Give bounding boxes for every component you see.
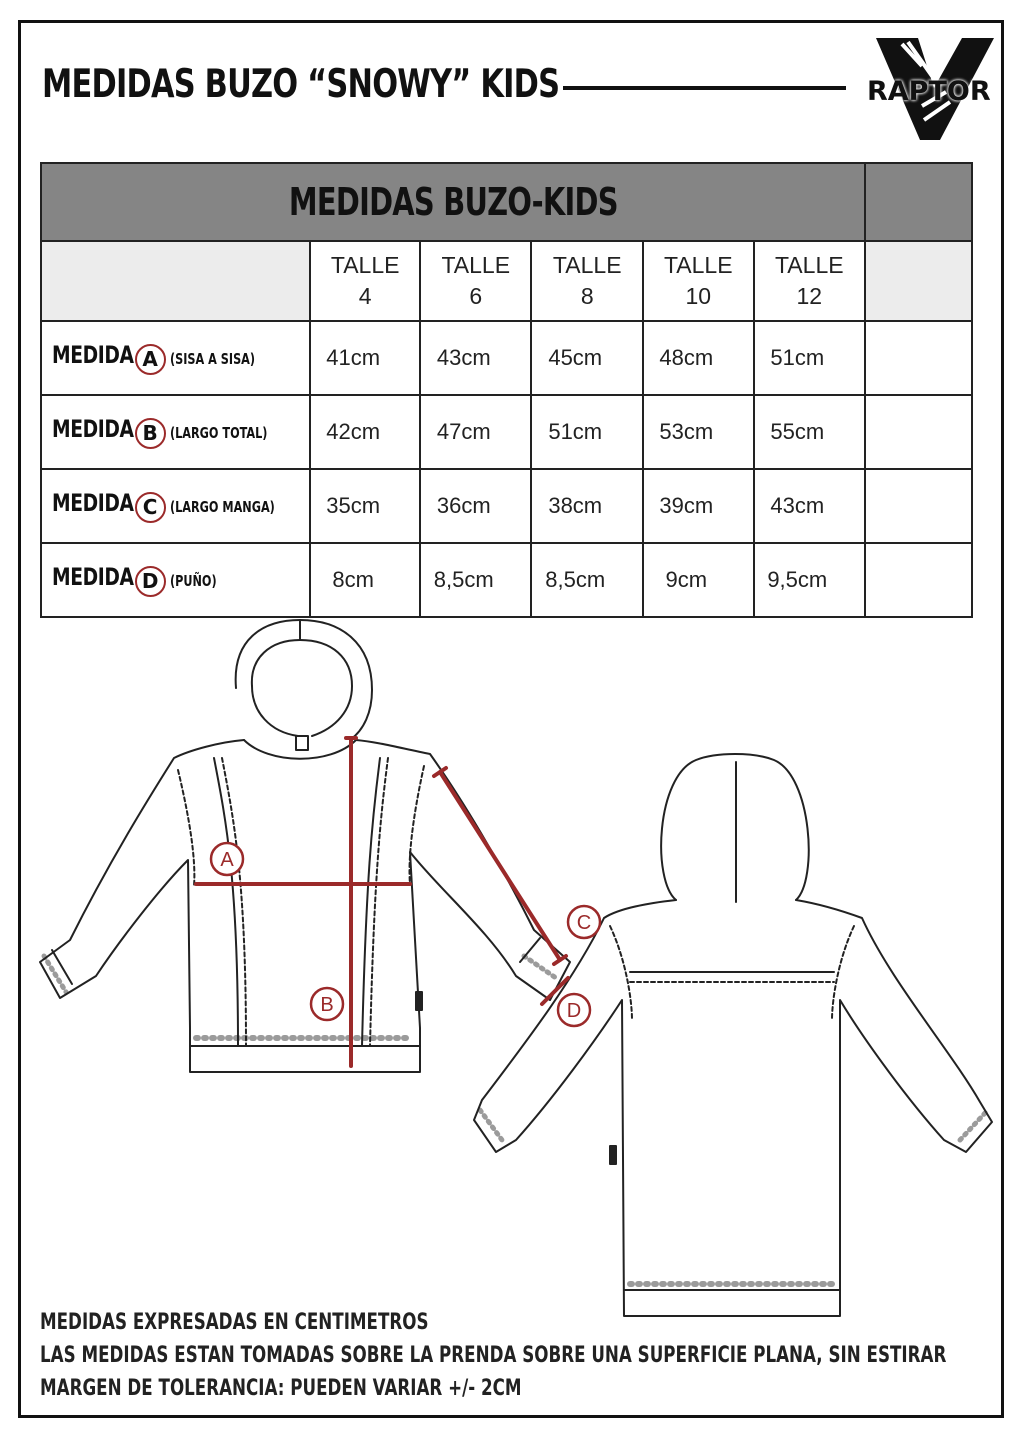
table-cell: 36cm (420, 469, 531, 543)
table-cell: 48cm (643, 321, 754, 395)
note-line: MEDIDAS EXPRESADAS EN CENTIMETROS (40, 1310, 429, 1335)
table-title-cell (41, 163, 865, 241)
size-table (40, 162, 973, 618)
note-line: MARGEN DE TOLERANCIA: PUEDEN VARIAR +/- 2CM (40, 1376, 522, 1401)
size-header: TALLE 6 (420, 241, 531, 321)
table-cell: 45cm (531, 321, 642, 395)
table-title-empty-cell (865, 163, 972, 241)
measure-c-line (440, 772, 560, 960)
table-row (41, 395, 972, 469)
table-row (41, 469, 972, 543)
table-cell: 51cm (754, 321, 865, 395)
size-header: TALLE 8 (531, 241, 642, 321)
size-header: TALLE 4 (310, 241, 420, 321)
front-hoodie-drawing (40, 620, 570, 1072)
marker-c-label: C (576, 912, 592, 934)
table-row (41, 321, 972, 395)
table-cell: 8,5cm (531, 543, 642, 617)
table-cell: 35cm (310, 469, 420, 543)
table-cell: 38cm (531, 469, 642, 543)
size-header: TALLE 10 (643, 241, 754, 321)
row-label: MEDIDA A (SISA A SISA) (41, 321, 310, 395)
table-cell: 42cm (310, 395, 420, 469)
table-cell: 51cm (531, 395, 642, 469)
marker-b-label: B (320, 994, 334, 1016)
row-label: MEDIDA D (PUÑO) (41, 543, 310, 617)
table-cell: 41cm (310, 321, 420, 395)
marker-a-label: A (220, 849, 234, 871)
title-divider (563, 86, 846, 90)
size-header: TALLE 12 (754, 241, 865, 321)
back-hoodie-drawing (474, 754, 992, 1316)
header-empty-cell (865, 241, 972, 321)
table-cell: 39cm (643, 469, 754, 543)
table-cell: 43cm (420, 321, 531, 395)
marker-d-label: D (566, 1000, 582, 1022)
table-cell: 47cm (420, 395, 531, 469)
table-cell: 53cm (643, 395, 754, 469)
table-cell-empty (865, 321, 972, 395)
garment-diagram (0, 600, 1024, 1320)
note-line: LAS MEDIDAS ESTAN TOMADAS SOBRE LA PRENDA SOBRE UNA SUPERFICIE PLANA, SIN ESTIRAR (40, 1343, 947, 1368)
table-cell: 8cm (310, 543, 420, 617)
brand-logo (862, 36, 1002, 144)
table-cell: 8,5cm (420, 543, 531, 617)
header-empty-cell (41, 241, 310, 321)
page-title: MEDIDAS BUZO “SNOWY” KIDS (42, 62, 560, 107)
brand-name: RAPTOR (867, 76, 991, 107)
table-cell: 43cm (754, 469, 865, 543)
table-cell-empty (865, 469, 972, 543)
table-cell-empty (865, 395, 972, 469)
table-cell: 55cm (754, 395, 865, 469)
row-label: MEDIDA C (LARGO MANGA) (41, 469, 310, 543)
row-label: MEDIDA B (LARGO TOTAL) (41, 395, 310, 469)
table-cell: 9,5cm (754, 543, 865, 617)
footer-notes (40, 1306, 1024, 1405)
table-cell: 9cm (643, 543, 754, 617)
table-title: MEDIDAS BUZO-KIDS (288, 180, 618, 224)
